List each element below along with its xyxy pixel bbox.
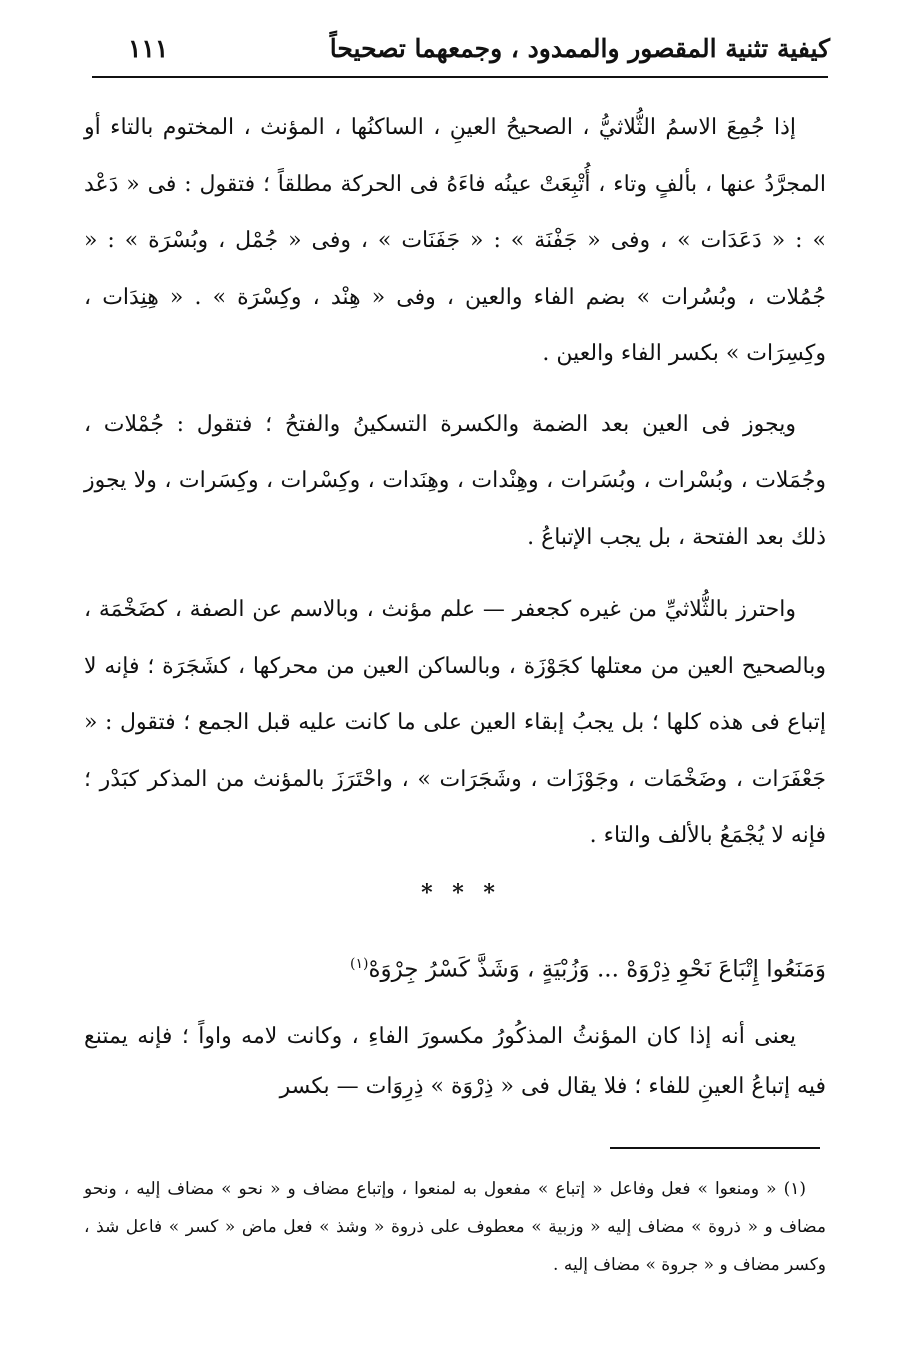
section-separator: * * *	[421, 880, 501, 906]
page-number: ١١١	[128, 34, 169, 63]
verse-line	[120, 944, 826, 990]
footnote-text: (١) « ومنعوا » فعل وفاعل « إتباع » مفعول به لمنعوا ، وإتباع مضاف و « نحو » مضاف إليه ، ونحو مضاف و « ذروة » مضاف إليه « وزبية » معطوف على ذروة « وشذ » فعل ماض « كسر » فاعل شذ ، وكسر مضاف و « جروة » مضاف إليه .	[84, 1179, 826, 1275]
footnote	[84, 1170, 826, 1284]
footnote-reference: (١)	[349, 956, 369, 972]
explanation-paragraph: يعنى أنه إذا كان المؤنثُ المذكُورُ مكسورَ الفاءِ ، وكانت لامه واواً ؛ فإنه يمتنع فيه إتباعُ العينِ للفاء ؛ فلا يقال فى « ذِرْوَة » ذِرِوَات — بكسر	[84, 1024, 826, 1099]
verse-explanation	[84, 1012, 826, 1112]
paragraph-2: ويجوز فى العين بعد الضمة والكسرة التسكينُ والفتحُ ؛ فتقول : جُمْلات ، وجُمَلات ، وبُسْرات ، وبُسَرات ، وهِنْدات ، وهِنَدات ، وكِسْرات ، وكِسَرات ، ولا يجوز ذلك بعد الفتحة ، بل يجب الإتباعُ .	[84, 411, 826, 550]
footnote-divider	[610, 1147, 820, 1149]
running-head-title: كيفية تثنية المقصور والممدود ، وجمعهما تصحيحاً	[329, 34, 830, 63]
page-header	[88, 34, 830, 80]
header-divider	[92, 76, 828, 78]
paragraph-1: إذا جُمِعَ الاسمُ الثُّلاثيُّ ، الصحيحُ العينِ ، الساكنُها ، المؤنث ، المختوم بالتاء أو المجرَّدُ عنها ، بألفٍ وتاء ، أُتْبِعَتْ عينُه فاءَهُ فى الحركة مطلقاً ؛ فتقول : فى « دَعْد » : « دَعَدَات » ، وفى « جَفْنَة » : « جَفَنَات » ، وفى « جُمْل ، وبُسْرَة » : « جُمُلات ، وبُسُرات » بضم الفاء والعين ، وفى « هِنْد ، وكِسْرَة » . « هِنِدَات ، وكِسِرَات » بكسر الفاء والعين .	[84, 115, 826, 366]
main-text	[84, 100, 826, 865]
verse-text: وَمَنَعُوا إِتْبَاعَ نَحْوِ ذِرْوَهْ ... وَزُبْيَةٍ ، وَشَذَّ كَسْرُ جِرْوَهْ	[368, 956, 826, 983]
paragraph-3: واحترز بالثُّلاثيِّ من غيره كجعفر — علم مؤنث ، وبالاسم عن الصفة ، كضَخْمَة ، وبالصحيح العين من معتلها كجَوْزَة ، وبالساكن العين من محركها ، كشَجَرَة ؛ فإنه لا إتباع فى هذه كلها ؛ بل يجبُ إبقاء العين على ما كانت عليه قبل الجمع ؛ فتقول : « جَعْفَرَات ، وضَخْمَات ، وجَوْزَات ، وشَجَرَات » ، واحْتَرَزَ بالمؤنث من المذكر كبَدْر ؛ فإنه لا يُجْمَعُ بالألف والتاء .	[84, 597, 826, 848]
